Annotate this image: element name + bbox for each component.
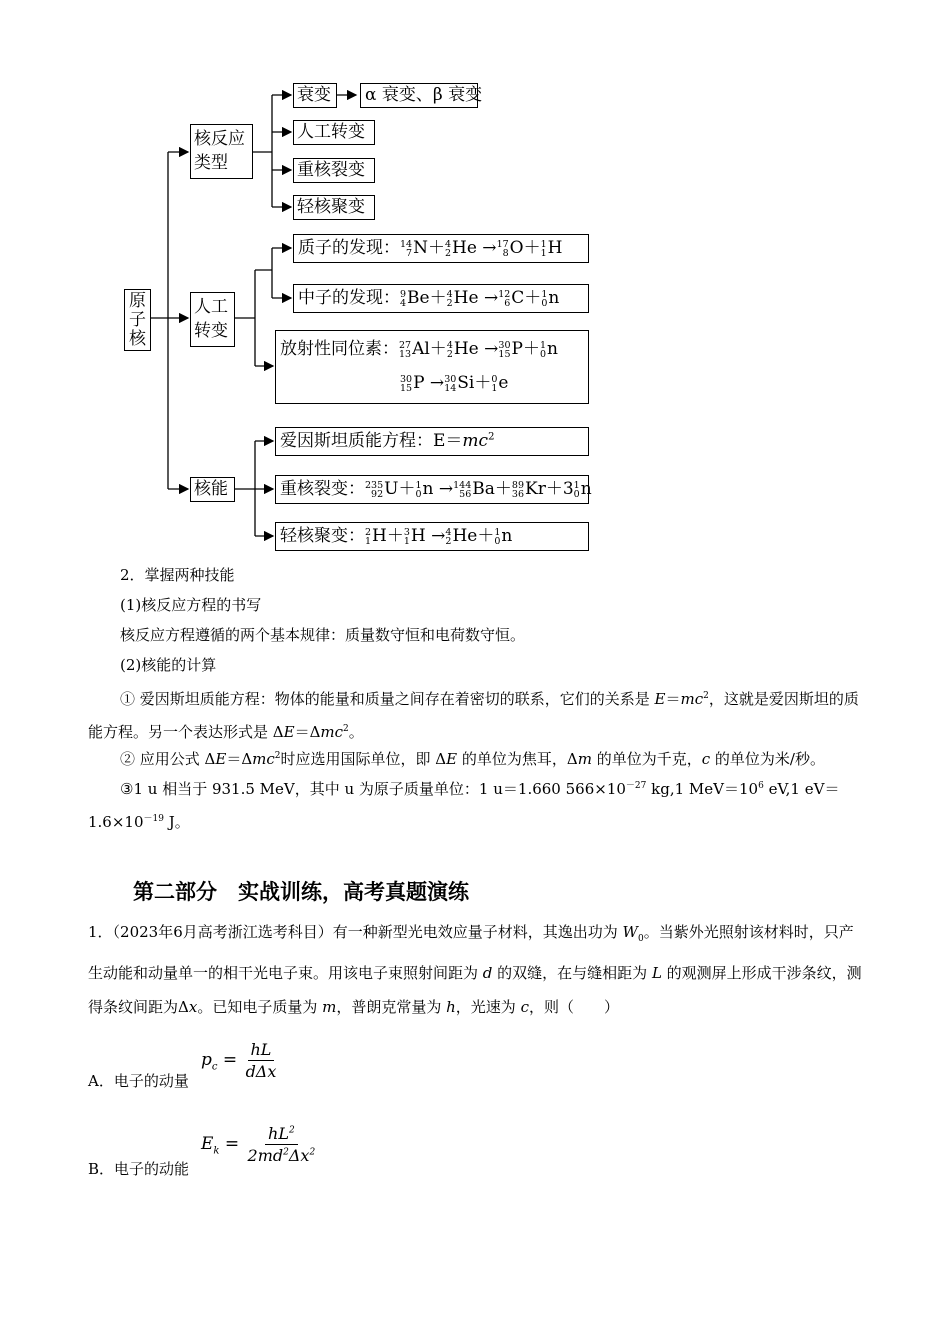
part2-title: 第二部分 实战训练，高考真题演练 — [133, 880, 469, 904]
proton-discovery-box — [293, 234, 589, 263]
decay-detail-label: α 衰变、β 衰变 — [365, 85, 483, 105]
section2-sub1-text: 核反应方程遵循的两个基本规律：质量数守恒和电荷数守恒。 — [120, 626, 526, 644]
para-einstein: ① 爱因斯坦质能方程：物体的能量和质量之间存在着密切的联系，它们的关系是 $E=mc^2$，这就是爱因斯坦的质能方程。另一个表达形式是 ΔE＝Δmc$^2$。 — [88, 690, 859, 741]
neutron-discovery: 中子的发现： 9 4 Be＋ 4 2 He → 12 6 C＋ 1 0 n — [298, 288, 560, 309]
node-energy — [190, 477, 235, 502]
option-b[interactable] — [88, 1158, 189, 1179]
fission-equation: 重核裂变： 235 92 U＋ 1 0 n → 144 56 Ba＋ 89 36 Kr＋3 1 0 n — [280, 479, 592, 500]
fission-box — [275, 475, 592, 504]
einstein-label: 爱因斯坦质能方程： — [280, 431, 433, 451]
fusion-label: 轻核聚变： — [280, 526, 365, 546]
section2-sub2: (2)核能的计算 — [120, 656, 217, 674]
item-decay-detail — [360, 83, 483, 108]
question-number: 1． — [88, 923, 113, 941]
section2-sub1: (1)核反应方程的书写 — [120, 596, 262, 614]
item-decay — [293, 83, 337, 108]
reaction-types-label: 核反应类型 — [194, 129, 245, 173]
einstein-box — [275, 427, 589, 456]
question-1-stem: 1．（2023年6月高考浙江选考科目）有一种新型光电效应量子材料，其逸出功为 $W_0$。当紫外光照射该材料时，只产生动能和动量单一的相干光电子束。用该电子束照射间距为 d 的双缝，在与缝相距为 L 的观测屏上形成干涉条纹，测得条纹间距为Δx。已知电子质量为 m，普朗克常量为 h，光速为 c，则（ ） — [88, 923, 862, 1016]
item-fission-label: 重核裂变 — [297, 160, 365, 180]
energy-label: 核能 — [194, 479, 228, 499]
root-node — [124, 289, 151, 351]
option-a[interactable] — [88, 1070, 189, 1091]
isotope-box — [275, 330, 589, 404]
proton-label: 质子的发现： — [298, 238, 400, 258]
neutron-label: 中子的发现： — [298, 288, 400, 308]
node-artificial — [190, 292, 235, 347]
neutron-discovery-box — [293, 284, 589, 313]
option-a-label: A．电子的动量 — [88, 1072, 189, 1090]
option-b-formula: $E_k$ = $\frac{hL^2}{2md^2\Delta x^2}$ — [201, 1124, 316, 1165]
item-decay-label: 衰变 — [297, 85, 331, 105]
fusion-box — [275, 522, 589, 551]
option-b-label: B．电子的动能 — [88, 1160, 190, 1178]
para-units: ② 应用公式 ΔE＝Δmc$^2$时应选用国际单位，即 ΔE 的单位为焦耳，Δm 的单位为千克，c 的单位为米/秒。 — [120, 750, 825, 768]
node-reaction-types — [190, 124, 253, 179]
isotope-line-2: 30 15 P → 30 14 Si＋ 0 1 e — [400, 373, 509, 394]
para-amu: ③1 u 相当于 931.5 MeV，其中 u 为原子质量单位：1 u＝1.660 $566\times 10^{-27}$ kg,1 $MeV=10^6$ eV,1 $eV=1.6\times 10^{-19}$ J。 — [88, 780, 840, 831]
isotope-line-1: 放射性同位素： 27 13 Al＋ 4 2 He → 30 15 P＋ 1 0 n — [280, 339, 558, 360]
fission-label: 重核裂变： — [280, 479, 365, 499]
isotope-label: 放射性同位素： — [280, 339, 399, 359]
item-artificial-transmutation — [293, 120, 375, 145]
item-artificial-label: 人工转变 — [297, 122, 365, 142]
proton-discovery: 质子的发现： 14 7 N＋ 4 2 He → 17 8 O＋ 1 1 H — [298, 238, 563, 259]
einstein-equation: 爱因斯坦质能方程：$E=mc^2$ — [280, 431, 495, 451]
item-fusion-label: 轻核聚变 — [297, 197, 365, 217]
item-fission — [293, 158, 375, 183]
section2-heading: 2．掌握两种技能 — [120, 566, 235, 584]
option-a-formula: $p_c$ = $\frac{hL}{\text{dΔx}}$ — [201, 1040, 277, 1081]
artificial-label: 人工转变 — [194, 297, 228, 341]
question-source: （2023年6月高考浙江选考科目） — [112, 923, 333, 941]
item-fusion — [293, 195, 375, 220]
fusion-equation: 轻核聚变： 2 1 H＋ 3 1 H → 4 2 He＋ 1 0 n — [280, 526, 513, 547]
root-label: 原子核 — [129, 291, 146, 349]
